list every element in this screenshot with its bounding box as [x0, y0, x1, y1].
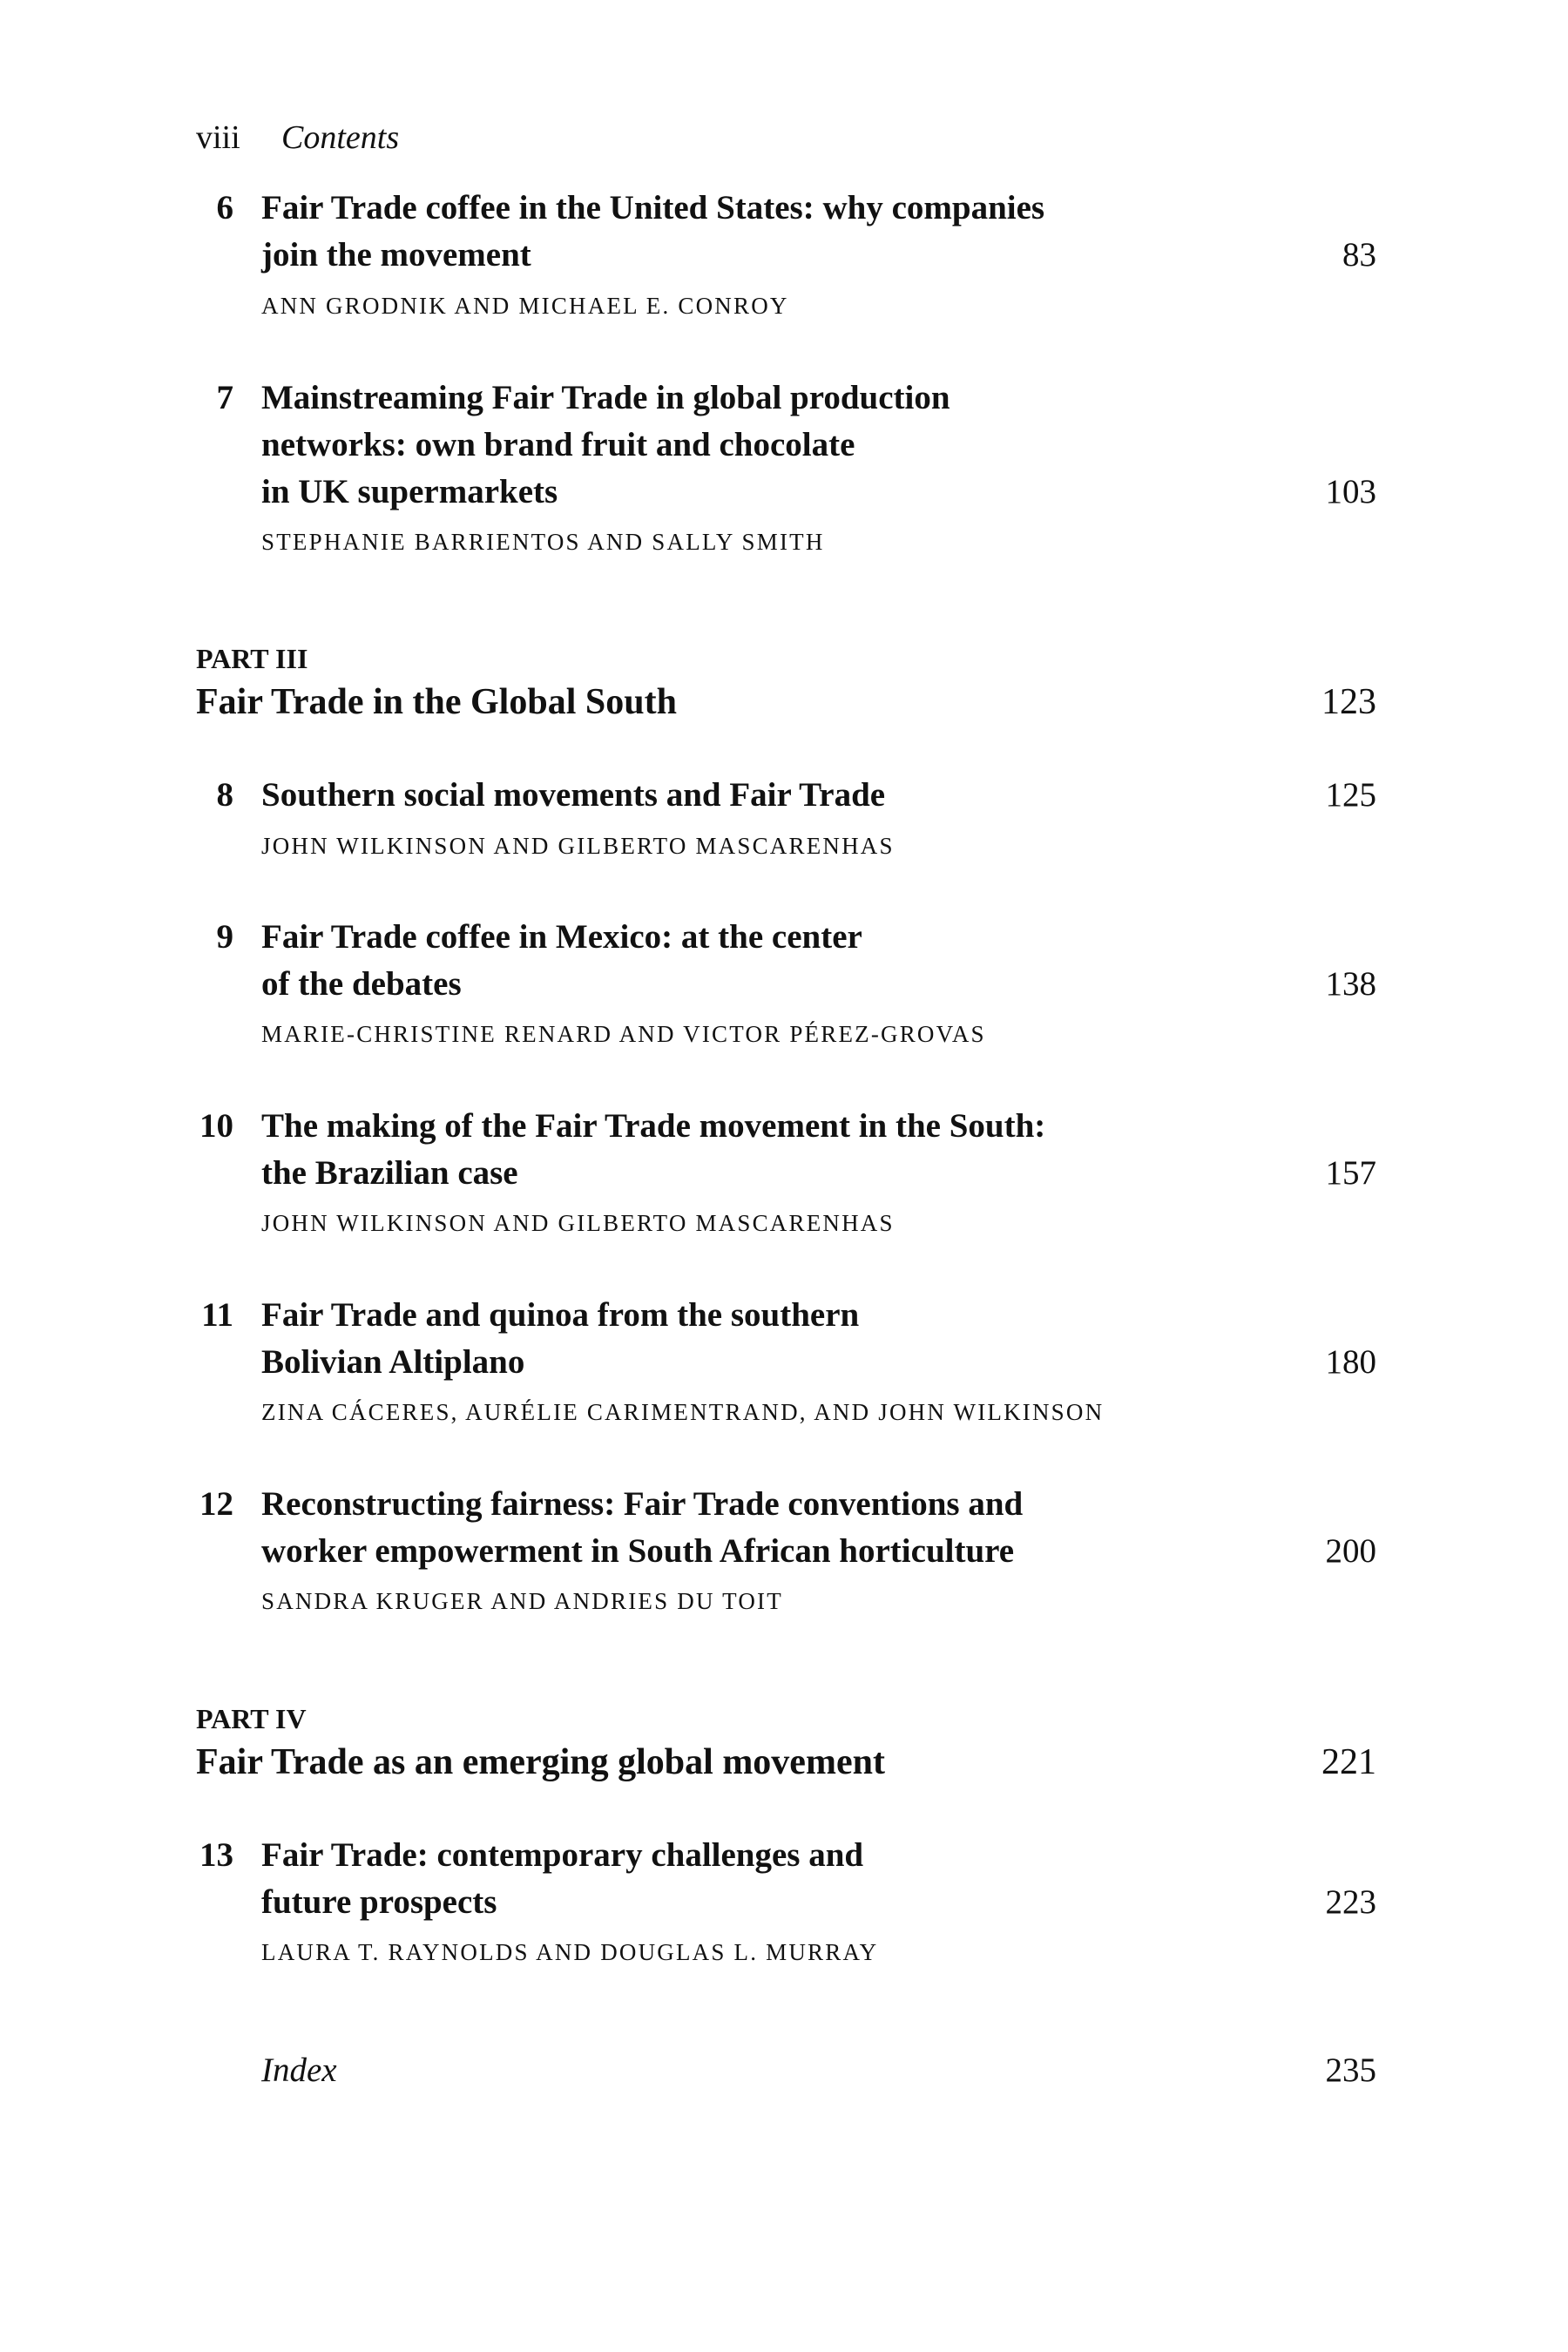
chapter-number: 9	[216, 918, 233, 956]
chapter-title-line: Fair Trade coffee in Mexico: at the center	[261, 918, 862, 956]
chapter-page-number: 200	[1325, 1532, 1376, 1570]
chapter-authors: JOHN WILKINSON AND GILBERTO MASCARENHAS	[261, 833, 895, 859]
chapter-title-line: Fair Trade and quinoa from the southern	[261, 1296, 860, 1334]
part-title: Fair Trade as an emerging global movement	[196, 1742, 885, 1782]
chapter-title-line: of the debates	[261, 965, 462, 1003]
page-number: viii	[196, 119, 240, 156]
chapter-number: 12	[199, 1485, 233, 1523]
chapter-title-line: Fair Trade: contemporary challenges and	[261, 1836, 864, 1874]
chapter-authors: LAURA T. RAYNOLDS AND DOUGLAS L. MURRAY	[261, 1939, 879, 1965]
index-label: Index	[261, 2051, 337, 2089]
chapter-title-line: Bolivian Altiplano	[261, 1343, 525, 1381]
chapter-title-line: The making of the Fair Trade movement in the South:	[261, 1107, 1046, 1145]
chapter-page-number: 125	[1325, 776, 1376, 814]
chapter-page-number: 157	[1325, 1154, 1376, 1192]
chapter-page-number: 223	[1325, 1883, 1376, 1921]
chapter-authors: JOHN WILKINSON AND GILBERTO MASCARENHAS	[261, 1210, 895, 1236]
chapter-title-line: Southern social movements and Fair Trade	[261, 776, 886, 814]
part-label: PART III	[196, 643, 308, 674]
chapter-title-line: the Brazilian case	[261, 1154, 518, 1192]
chapter-title-line: Fair Trade coffee in the United States: why companies	[261, 189, 1045, 226]
chapter-title-line: join the movement	[261, 236, 531, 274]
chapter-title-line: future prospects	[261, 1883, 497, 1921]
chapter-page-number: 180	[1325, 1343, 1376, 1381]
chapter-number: 8	[216, 776, 233, 814]
chapter-authors: SANDRA KRUGER AND ANDRIES DU TOIT	[261, 1588, 783, 1614]
running-header-title: Contents	[281, 119, 400, 156]
chapter-number: 7	[216, 379, 233, 416]
chapter-authors: ZINA CÁCERES, AURÉLIE CARIMENTRAND, AND JOHN WILKINSON	[261, 1399, 1105, 1425]
chapter-title-line: networks: own brand fruit and chocolate	[261, 426, 855, 463]
chapter-authors: STEPHANIE BARRIENTOS AND SALLY SMITH	[261, 529, 825, 555]
chapter-number: 10	[199, 1107, 233, 1145]
chapter-page-number: 138	[1325, 965, 1376, 1003]
chapter-authors: ANN GRODNIK AND MICHAEL E. CONROY	[261, 293, 789, 319]
chapter-title-line: in UK supermarkets	[261, 473, 558, 510]
chapter-page-number: 83	[1342, 236, 1376, 274]
chapter-number: 11	[201, 1296, 233, 1334]
chapter-title-line: Reconstructing fairness: Fair Trade conventions and	[261, 1485, 1024, 1523]
part-title: Fair Trade in the Global South	[196, 682, 677, 722]
part-page-number: 123	[1321, 682, 1376, 722]
chapter-number: 13	[199, 1836, 233, 1874]
chapter-number: 6	[216, 189, 233, 226]
chapter-title-line: Mainstreaming Fair Trade in global production	[261, 379, 950, 416]
chapter-authors: MARIE-CHRISTINE RENARD AND VICTOR PÉREZ-GROVAS	[261, 1021, 986, 1047]
chapter-title-line: worker empowerment in South African horticulture	[261, 1532, 1015, 1570]
part-page-number: 221	[1321, 1742, 1376, 1782]
chapter-page-number: 103	[1325, 473, 1376, 510]
index-page-number: 235	[1325, 2051, 1376, 2089]
part-label: PART IV	[196, 1703, 307, 1734]
